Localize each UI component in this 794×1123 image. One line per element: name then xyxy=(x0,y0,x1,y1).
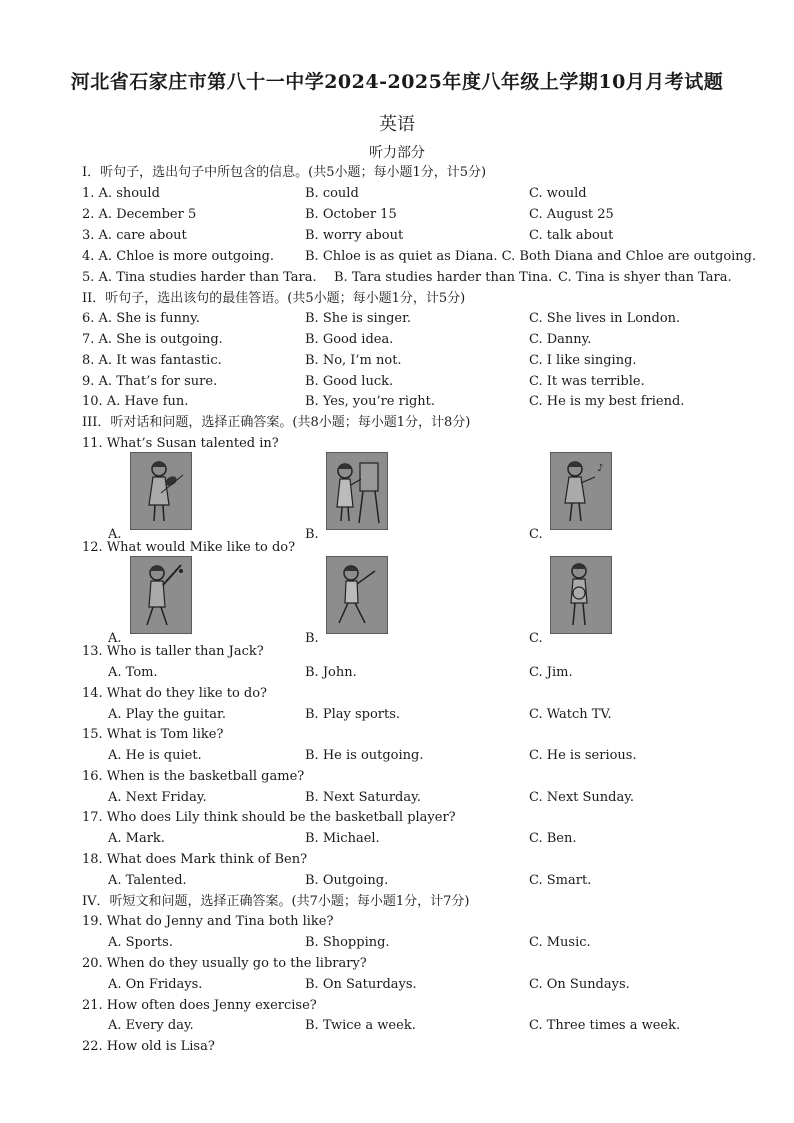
option-a: 9. A. That’s for sure. xyxy=(82,374,218,389)
option-b: B. Tara studies harder than Tina. xyxy=(334,270,553,285)
option-a: 4. A. Chloe is more outgoing. xyxy=(82,249,275,264)
option-c: C. It was terrible. xyxy=(529,374,645,389)
question-17-stem: 17. Who does Lily think should be the basketball player? xyxy=(82,810,456,825)
option-a: A. Play the guitar. xyxy=(108,707,226,722)
question-4 xyxy=(82,247,757,267)
option-c: C. Music. xyxy=(529,935,591,950)
option-a: A. On Fridays. xyxy=(108,977,203,992)
part-heading: 听力部分 xyxy=(369,145,425,161)
question-2 xyxy=(82,205,754,225)
option-c: C. Danny. xyxy=(529,332,592,347)
question-10 xyxy=(82,392,754,412)
question-13-stem: 13. Who is taller than Jack? xyxy=(82,644,264,659)
option-a-label: A. xyxy=(108,631,122,646)
question-19-options xyxy=(82,933,754,953)
option-b: B. Twice a week. xyxy=(305,1018,416,1033)
subject-title: 英语 xyxy=(379,114,415,135)
question-16-stem: 16. When is the basketball game? xyxy=(82,769,305,784)
question-22-stem: 22. How old is Lisa? xyxy=(82,1039,215,1054)
question-17-options xyxy=(82,829,754,849)
option-a: 5. A. Tina studies harder than Tara. xyxy=(82,270,317,285)
question-15-stem: 15. What is Tom like? xyxy=(82,727,224,742)
option-b-label: B. xyxy=(305,527,319,542)
section-heading: II．听句子，选出该句的最佳答语。(共5小题；每小题1分，计5分) xyxy=(82,291,466,306)
option-c: C. I like singing. xyxy=(529,353,637,368)
question-11-stem: 11. What’s Susan talented in? xyxy=(82,436,279,451)
option-c: C. Next Sunday. xyxy=(529,790,634,805)
option-c-label: C. xyxy=(529,631,543,646)
option-c: C. She lives in London. xyxy=(529,311,681,326)
option-b: B. Play sports. xyxy=(305,707,401,722)
option-b-label: B. xyxy=(305,631,319,646)
option-b: B. worry about xyxy=(305,228,404,243)
question-9 xyxy=(82,372,754,392)
option-c: C. Tina is shyer than Tara. xyxy=(558,270,732,285)
svg-text:♪: ♪ xyxy=(597,463,604,474)
option-c: C. would xyxy=(529,186,587,201)
question-21-stem: 21. How often does Jenny exercise? xyxy=(82,998,317,1013)
option-a: A. Tom. xyxy=(108,665,158,680)
question-16-options xyxy=(82,788,754,808)
option-b: B. Outgoing. xyxy=(305,873,389,888)
option-a: 2. A. December 5 xyxy=(82,207,197,222)
question-3 xyxy=(82,226,754,246)
option-c: C. talk about xyxy=(529,228,614,243)
question-7 xyxy=(82,330,754,350)
option-b: B. Good idea. xyxy=(305,332,394,347)
option-a: 3. A. care about xyxy=(82,228,187,243)
option-c: C. Watch TV. xyxy=(529,707,612,722)
question-11-pictures xyxy=(82,452,754,542)
option-a: 1. A. should xyxy=(82,186,160,201)
question-5 xyxy=(82,268,754,288)
question-13-options xyxy=(82,663,754,683)
question-15-options xyxy=(82,746,754,766)
option-c: C. He is serious. xyxy=(529,748,637,763)
option-a: A. Next Friday. xyxy=(108,790,207,805)
option-b: B. John. xyxy=(305,665,357,680)
running-boy-image xyxy=(326,556,388,634)
option-c: C. August 25 xyxy=(529,207,614,222)
option-b: B. Next Saturday. xyxy=(305,790,421,805)
option-a-label: A. xyxy=(108,527,122,542)
violin-girl-image xyxy=(130,452,192,530)
option-c: C. Jim. xyxy=(529,665,573,680)
option-a: 7. A. She is outgoing. xyxy=(82,332,223,347)
option-b: B. Michael. xyxy=(305,831,380,846)
option-c: C. He is my best friend. xyxy=(529,394,685,409)
option-c: C. Three times a week. xyxy=(529,1018,681,1033)
option-a: A. Mark. xyxy=(108,831,165,846)
option-a: 8. A. It was fantastic. xyxy=(82,353,222,368)
option-b: B. On Saturdays. xyxy=(305,977,417,992)
option-b: B. could xyxy=(305,186,359,201)
option-a: A. Every day. xyxy=(108,1018,194,1033)
exam-title: 河北省石家庄市第八十一中学2024-2025年度八年级上学期10月月考试题 xyxy=(70,71,724,93)
question-21-options xyxy=(82,1016,754,1036)
question-19-stem: 19. What do Jenny and Tina both like? xyxy=(82,914,334,929)
baseball-boy-image xyxy=(130,556,192,634)
option-a: A. Talented. xyxy=(108,873,187,888)
painting-girl-image xyxy=(326,452,388,530)
question-20-options xyxy=(82,975,754,995)
question-8 xyxy=(82,351,754,371)
question-14-stem: 14. What do they like to do? xyxy=(82,686,268,701)
option-b-c: B. Chloe is as quiet as Diana. C. Both Diana and Chloe are outgoing. xyxy=(305,249,757,264)
section-heading: I．听句子，选出句子中所包含的信息。(共5小题；每小题1分，计5分) xyxy=(82,165,487,180)
option-c: C. Ben. xyxy=(529,831,577,846)
option-b: B. Good luck. xyxy=(305,374,394,389)
question-12-pictures xyxy=(82,556,754,646)
section-heading: IV．听短文和问题，选择正确答案。(共7小题；每小题1分，计7分) xyxy=(82,894,470,909)
option-a: A. He is quiet. xyxy=(108,748,202,763)
question-12-stem: 12. What would Mike like to do? xyxy=(82,540,296,555)
option-b: B. She is singer. xyxy=(305,311,412,326)
question-14-options xyxy=(82,705,754,725)
question-18-stem: 18. What does Mark think of Ben? xyxy=(82,852,308,867)
option-c-label: C. xyxy=(529,527,543,542)
option-b: B. No, I’m not. xyxy=(305,353,402,368)
option-b: B. He is outgoing. xyxy=(305,748,424,763)
question-20-stem: 20. When do they usually go to the library? xyxy=(82,956,367,971)
basketball-boy-image xyxy=(550,556,612,634)
singing-girl-image xyxy=(550,452,612,530)
option-b: B. Shopping. xyxy=(305,935,390,950)
option-a: 6. A. She is funny. xyxy=(82,311,200,326)
option-a: A. Sports. xyxy=(108,935,173,950)
option-c: C. Smart. xyxy=(529,873,592,888)
question-6 xyxy=(82,309,754,329)
option-c: C. On Sundays. xyxy=(529,977,630,992)
option-b: B. October 15 xyxy=(305,207,397,222)
section-heading: III．听对话和问题，选择正确答案。(共8小题；每小题1分，计8分) xyxy=(82,415,471,430)
option-b: B. Yes, you’re right. xyxy=(305,394,436,409)
option-a: 10. A. Have fun. xyxy=(82,394,189,409)
question-18-options xyxy=(82,871,754,891)
question-1 xyxy=(82,184,754,204)
